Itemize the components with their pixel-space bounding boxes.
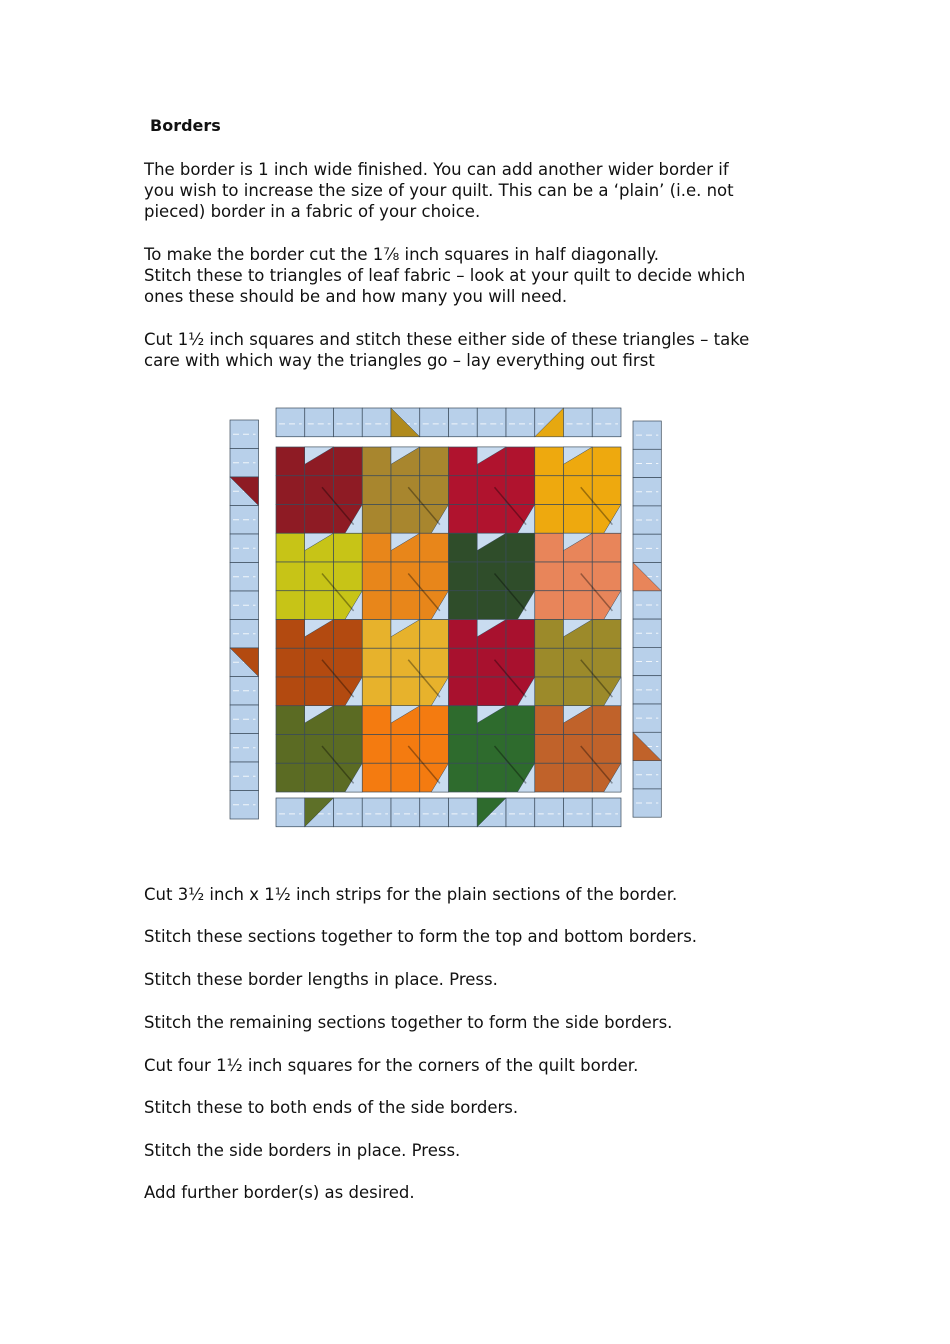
bottom-border-cell: [420, 798, 449, 827]
leaf-block-cell: [535, 763, 564, 792]
bottom-border-cell: [564, 798, 593, 827]
instruction-step: Stitch the side borders in place. Press.: [144, 1141, 461, 1160]
bottom-border-cell: [506, 798, 535, 827]
cut-squares-paragraph: Cut 1½ inch squares and stitch these either side of these triangles – take care with which way the triangles go – lay everything out first: [144, 330, 750, 370]
leaf-block-cell: [362, 591, 391, 620]
leaf-block-cell: [305, 505, 334, 534]
leaf-block-cell: [477, 505, 506, 534]
instruction-step: Stitch these border lengths in place. Press.: [144, 970, 498, 989]
leaf-block-cell: [449, 447, 478, 476]
leaf-block-cell: [276, 706, 305, 735]
leaf-block-cell: [420, 706, 449, 735]
top-border-cell: [305, 408, 334, 437]
leaf-block-cell: [362, 533, 391, 562]
leaf-block-cell: [564, 591, 593, 620]
leaf-block-cell: [420, 735, 449, 764]
instruction-step: Stitch these sections together to form the top and bottom borders.: [144, 927, 698, 946]
bottom-border-cell: [592, 798, 621, 827]
leaf-block-cell: [535, 476, 564, 505]
leaf-block-cell: [305, 763, 334, 792]
leaf-block-cell: [592, 648, 621, 677]
instruction-step: Stitch these to both ends of the side borders.: [144, 1098, 519, 1117]
leaf-block-cell: [506, 648, 535, 677]
leaf-block-cell: [391, 735, 420, 764]
leaf-block-cell: [535, 505, 564, 534]
leaf-block-cell: [535, 591, 564, 620]
leaf-block-cell: [564, 648, 593, 677]
leaf-block-cell: [535, 620, 564, 649]
leaf-block-cell: [477, 562, 506, 591]
top-border-cell: [506, 408, 535, 437]
leaf-block-cell: [305, 476, 334, 505]
bottom-border-cell: [362, 798, 391, 827]
top-border-cell: [592, 408, 621, 437]
instruction-step: Cut 3½ inch x 1½ inch strips for the plain sections of the border.: [144, 885, 678, 904]
leaf-block-cell: [506, 533, 535, 562]
leaf-block-cell: [449, 706, 478, 735]
leaf-block-cell: [477, 476, 506, 505]
leaf-block-cell: [506, 735, 535, 764]
instruction-step: Add further border(s) as desired.: [144, 1183, 415, 1202]
leaf-block-cell: [334, 562, 363, 591]
cut-triangles-paragraph: To make the border cut the 1⅞ inch squares in half diagonally. Stitch these to triangles of leaf fabric – look at your quilt to decide which ones these should be and how many you will need.: [144, 245, 746, 306]
leaf-block-cell: [477, 677, 506, 706]
leaf-block-cell: [449, 763, 478, 792]
leaf-block-cell: [334, 476, 363, 505]
leaf-block-cell: [477, 763, 506, 792]
leaf-block-cell: [506, 447, 535, 476]
leaf-block-cell: [420, 447, 449, 476]
leaf-block-cell: [420, 562, 449, 591]
leaf-block-cell: [362, 648, 391, 677]
bottom-border-cell: [535, 798, 564, 827]
leaf-block-cell: [334, 620, 363, 649]
bottom-border-cell: [276, 798, 305, 827]
leaf-block-cell: [564, 677, 593, 706]
top-border-cell: [362, 408, 391, 437]
top-border-cell: [276, 408, 305, 437]
leaf-block-cell: [477, 648, 506, 677]
leaf-block-cell: [420, 533, 449, 562]
bottom-border-cell: [449, 798, 478, 827]
leaf-block-cell: [592, 533, 621, 562]
leaf-block-cell: [362, 735, 391, 764]
leaf-block-cell: [391, 476, 420, 505]
leaf-block-cell: [276, 677, 305, 706]
leaf-block-cell: [535, 533, 564, 562]
leaf-block-cell: [391, 677, 420, 706]
leaf-block-cell: [592, 476, 621, 505]
leaf-block-cell: [535, 735, 564, 764]
leaf-block-cell: [592, 735, 621, 764]
leaf-block-cell: [276, 505, 305, 534]
intro-paragraph: The border is 1 inch wide finished. You can add another wider border if you wish to increase the size of your quilt. This can be a ‘plain’ (i.e. not pieced) border in a fabric of your choice.: [144, 160, 734, 221]
leaf-block-cell: [305, 591, 334, 620]
leaf-block-cell: [535, 706, 564, 735]
leaf-block-cell: [305, 562, 334, 591]
leaf-block-cell: [535, 648, 564, 677]
leaf-block-cell: [391, 763, 420, 792]
leaf-block-cell: [391, 562, 420, 591]
leaf-block-cell: [449, 735, 478, 764]
leaf-block-cell: [592, 562, 621, 591]
instruction-step: Stitch the remaining sections together to form the side borders.: [144, 1013, 673, 1032]
top-border-cell: [449, 408, 478, 437]
instruction-step: Cut four 1½ inch squares for the corners of the quilt border.: [144, 1056, 639, 1075]
top-border-cell: [420, 408, 449, 437]
leaf-block-cell: [334, 735, 363, 764]
leaf-block-cell: [449, 620, 478, 649]
leaf-block-cell: [334, 706, 363, 735]
leaf-block-cell: [391, 648, 420, 677]
leaf-block-cell: [535, 677, 564, 706]
leaf-block-cell: [334, 648, 363, 677]
section-heading: Borders: [150, 116, 221, 135]
leaf-block-cell: [276, 763, 305, 792]
leaf-block-cell: [449, 505, 478, 534]
leaf-block-cell: [535, 447, 564, 476]
leaf-block-cell: [564, 505, 593, 534]
leaf-block-cell: [334, 447, 363, 476]
leaf-block-cell: [362, 447, 391, 476]
leaf-block-cell: [276, 591, 305, 620]
leaf-block-cell: [449, 533, 478, 562]
leaf-block-cell: [449, 591, 478, 620]
leaf-block-cell: [276, 562, 305, 591]
leaf-block-cell: [449, 476, 478, 505]
leaf-block-cell: [305, 735, 334, 764]
bottom-border-cell: [334, 798, 363, 827]
leaf-block-cell: [420, 648, 449, 677]
leaf-block-cell: [420, 620, 449, 649]
top-border-cell: [477, 408, 506, 437]
leaf-block-cell: [564, 476, 593, 505]
leaf-block-cell: [592, 620, 621, 649]
leaf-block-cell: [449, 677, 478, 706]
leaf-block-cell: [305, 648, 334, 677]
leaf-block-cell: [535, 562, 564, 591]
leaf-block-cell: [391, 505, 420, 534]
leaf-block-cell: [362, 706, 391, 735]
leaf-block-cell: [564, 763, 593, 792]
leaf-block-cell: [506, 476, 535, 505]
leaf-block-cell: [391, 591, 420, 620]
leaf-block-cell: [276, 476, 305, 505]
leaf-block-cell: [362, 677, 391, 706]
leaf-block-cell: [276, 648, 305, 677]
leaf-block-cell: [592, 706, 621, 735]
bottom-border-cell: [391, 798, 420, 827]
leaf-block-cell: [477, 591, 506, 620]
leaf-block-cell: [362, 620, 391, 649]
leaf-block-cell: [276, 620, 305, 649]
leaf-block-cell: [506, 562, 535, 591]
leaf-block-cell: [449, 648, 478, 677]
leaf-block-cell: [592, 447, 621, 476]
top-border-cell: [564, 408, 593, 437]
leaf-block-cell: [334, 533, 363, 562]
leaf-block-cell: [305, 677, 334, 706]
leaf-block-cell: [449, 562, 478, 591]
leaf-block-cell: [362, 505, 391, 534]
leaf-block-cell: [362, 763, 391, 792]
leaf-block-cell: [477, 735, 506, 764]
leaf-block-cell: [506, 620, 535, 649]
top-border-cell: [334, 408, 363, 437]
leaf-block-cell: [276, 533, 305, 562]
leaf-block-cell: [420, 476, 449, 505]
leaf-block-cell: [362, 476, 391, 505]
leaf-block-cell: [362, 562, 391, 591]
leaf-block-cell: [276, 735, 305, 764]
leaf-block-cell: [564, 735, 593, 764]
leaf-block-cell: [506, 706, 535, 735]
leaf-block-cell: [564, 562, 593, 591]
leaf-block-cell: [276, 447, 305, 476]
